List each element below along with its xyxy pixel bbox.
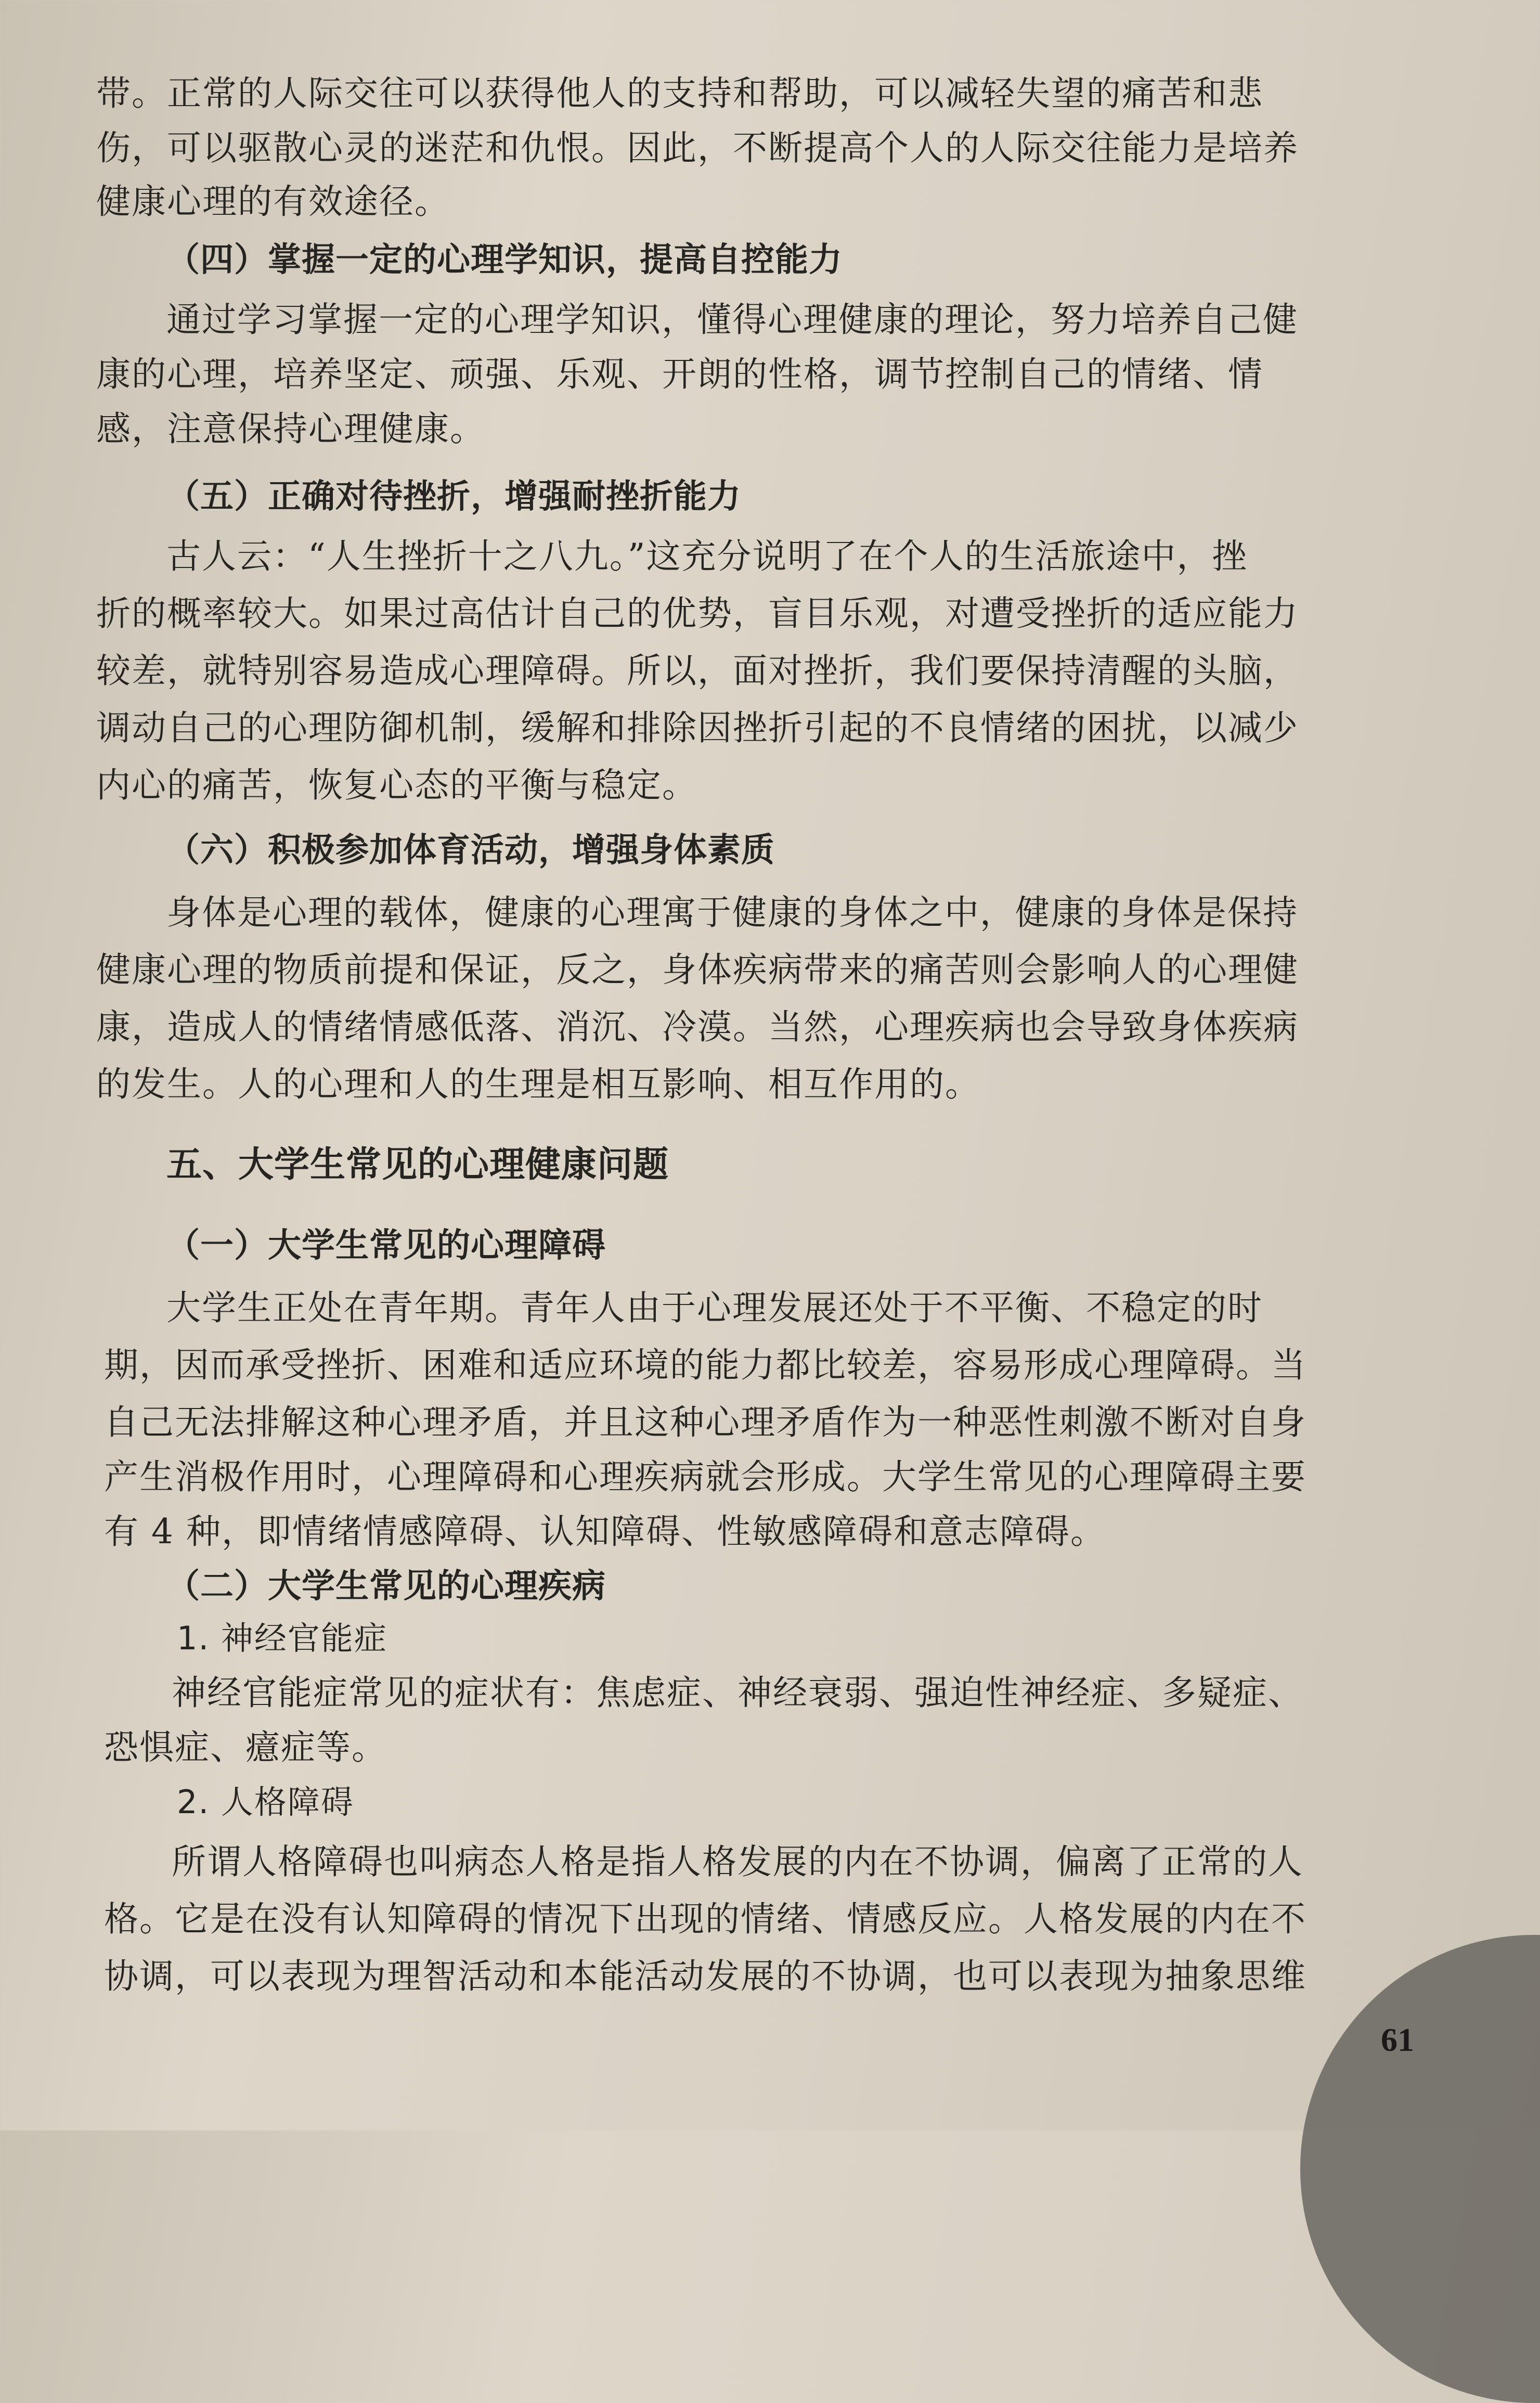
section-heading: （五）正确对待挫折，增强耐挫折能力	[166, 477, 741, 516]
body-text-line: 折的概率较大。如果过高估计自己的优势，盲目乐观，对遭受挫折的适应能力	[96, 593, 1299, 634]
section-heading: （二）大学生常见的心理疾病	[166, 1567, 606, 1606]
body-text-line: 较差，就特别容易造成心理障碍。所以，面对挫折，我们要保持清醒的头脑，	[96, 651, 1299, 691]
body-text-line: 恐惧症、癔症等。	[104, 1727, 387, 1767]
body-text-line: 感，注意保持心理健康。	[96, 409, 485, 449]
body-text-line: 产生消极作用时，心理障碍和心理疾病就会形成。大学生常见的心理障碍主要	[104, 1457, 1306, 1497]
body-text-line: 期，因而承受挫折、困难和适应环境的能力都比较差，容易形成心理障碍。当	[104, 1345, 1306, 1385]
corner-shadow	[1300, 1935, 1540, 2403]
body-text-line: 古人云：“人生挫折十之八九。”这充分说明了在个人的生活旅途中，挫	[166, 536, 1248, 576]
body-text-line: 调动自己的心理防御机制，缓解和排除因挫折引起的不良情绪的困扰，以减少	[96, 708, 1299, 748]
body-text-line: 伤，可以驱散心灵的迷茫和仇恨。因此，不断提高个人的人际交往能力是培养	[96, 128, 1299, 168]
body-text-line: 格。它是在没有认知障碍的情况下出现的情绪、情感反应。人格发展的内在不	[104, 1899, 1306, 1939]
body-text-line: 通过学习掌握一定的心理学知识，懂得心理健康的理论，努力培养自己健	[166, 300, 1298, 340]
section-heading: （四）掌握一定的心理学知识，提高自控能力	[166, 241, 843, 279]
section-heading: （六）积极参加体育活动，增强身体素质	[166, 831, 775, 870]
body-text-line: 内心的痛苦，恢复心态的平衡与稳定。	[96, 765, 697, 805]
subsection-heading: 1. 神经官能症	[177, 1619, 387, 1657]
page-number: 61	[1381, 2021, 1414, 2058]
body-text-line: 健康心理的物质前提和保证，反之，身体疾病带来的痛苦则会影响人的心理健	[96, 950, 1299, 990]
body-text-line: 身体是心理的载体，健康的心理寓于健康的身体之中，健康的身体是保持	[166, 893, 1298, 933]
body-text-line: 健康心理的有效途径。	[96, 182, 450, 222]
body-text-line: 康，造成人的情绪情感低落、消沉、冷漠。当然，心理疾病也会导致身体疾病	[96, 1007, 1299, 1047]
body-text-line: 带。正常的人际交往可以获得他人的支持和帮助，可以减轻失望的痛苦和悲	[96, 73, 1263, 113]
chapter-heading: 五、大学生常见的心理健康问题	[166, 1144, 669, 1185]
body-text-line: 的发生。人的心理和人的生理是相互影响、相互作用的。	[96, 1064, 980, 1104]
body-text-line: 自己无法排解这种心理矛盾，并且这种心理矛盾作为一种恶性刺激不断对自身	[104, 1402, 1306, 1442]
body-text-line: 神经官能症常见的症状有：焦虑症、神经衰弱、强迫性神经症、多疑症、	[172, 1673, 1303, 1713]
section-heading: （一）大学生常见的心理障碍	[166, 1226, 606, 1265]
body-text-line: 协调，可以表现为理智活动和本能活动发展的不协调，也可以表现为抽象思维	[104, 1956, 1306, 1996]
body-text-line: 康的心理，培养坚定、顽强、乐观、开朗的性格，调节控制自己的情绪、情	[96, 354, 1263, 394]
body-text-line: 大学生正处在青年期。青年人由于心理发展还处于不平衡、不稳定的时	[166, 1288, 1263, 1328]
body-text-line: 所谓人格障碍也叫病态人格是指人格发展的内在不协调，偏离了正常的人	[172, 1842, 1303, 1882]
subsection-heading: 2. 人格障碍	[177, 1783, 354, 1821]
body-text-line: 有 4 种，即情绪情感障碍、认知障碍、性敏感障碍和意志障碍。	[104, 1511, 1106, 1552]
